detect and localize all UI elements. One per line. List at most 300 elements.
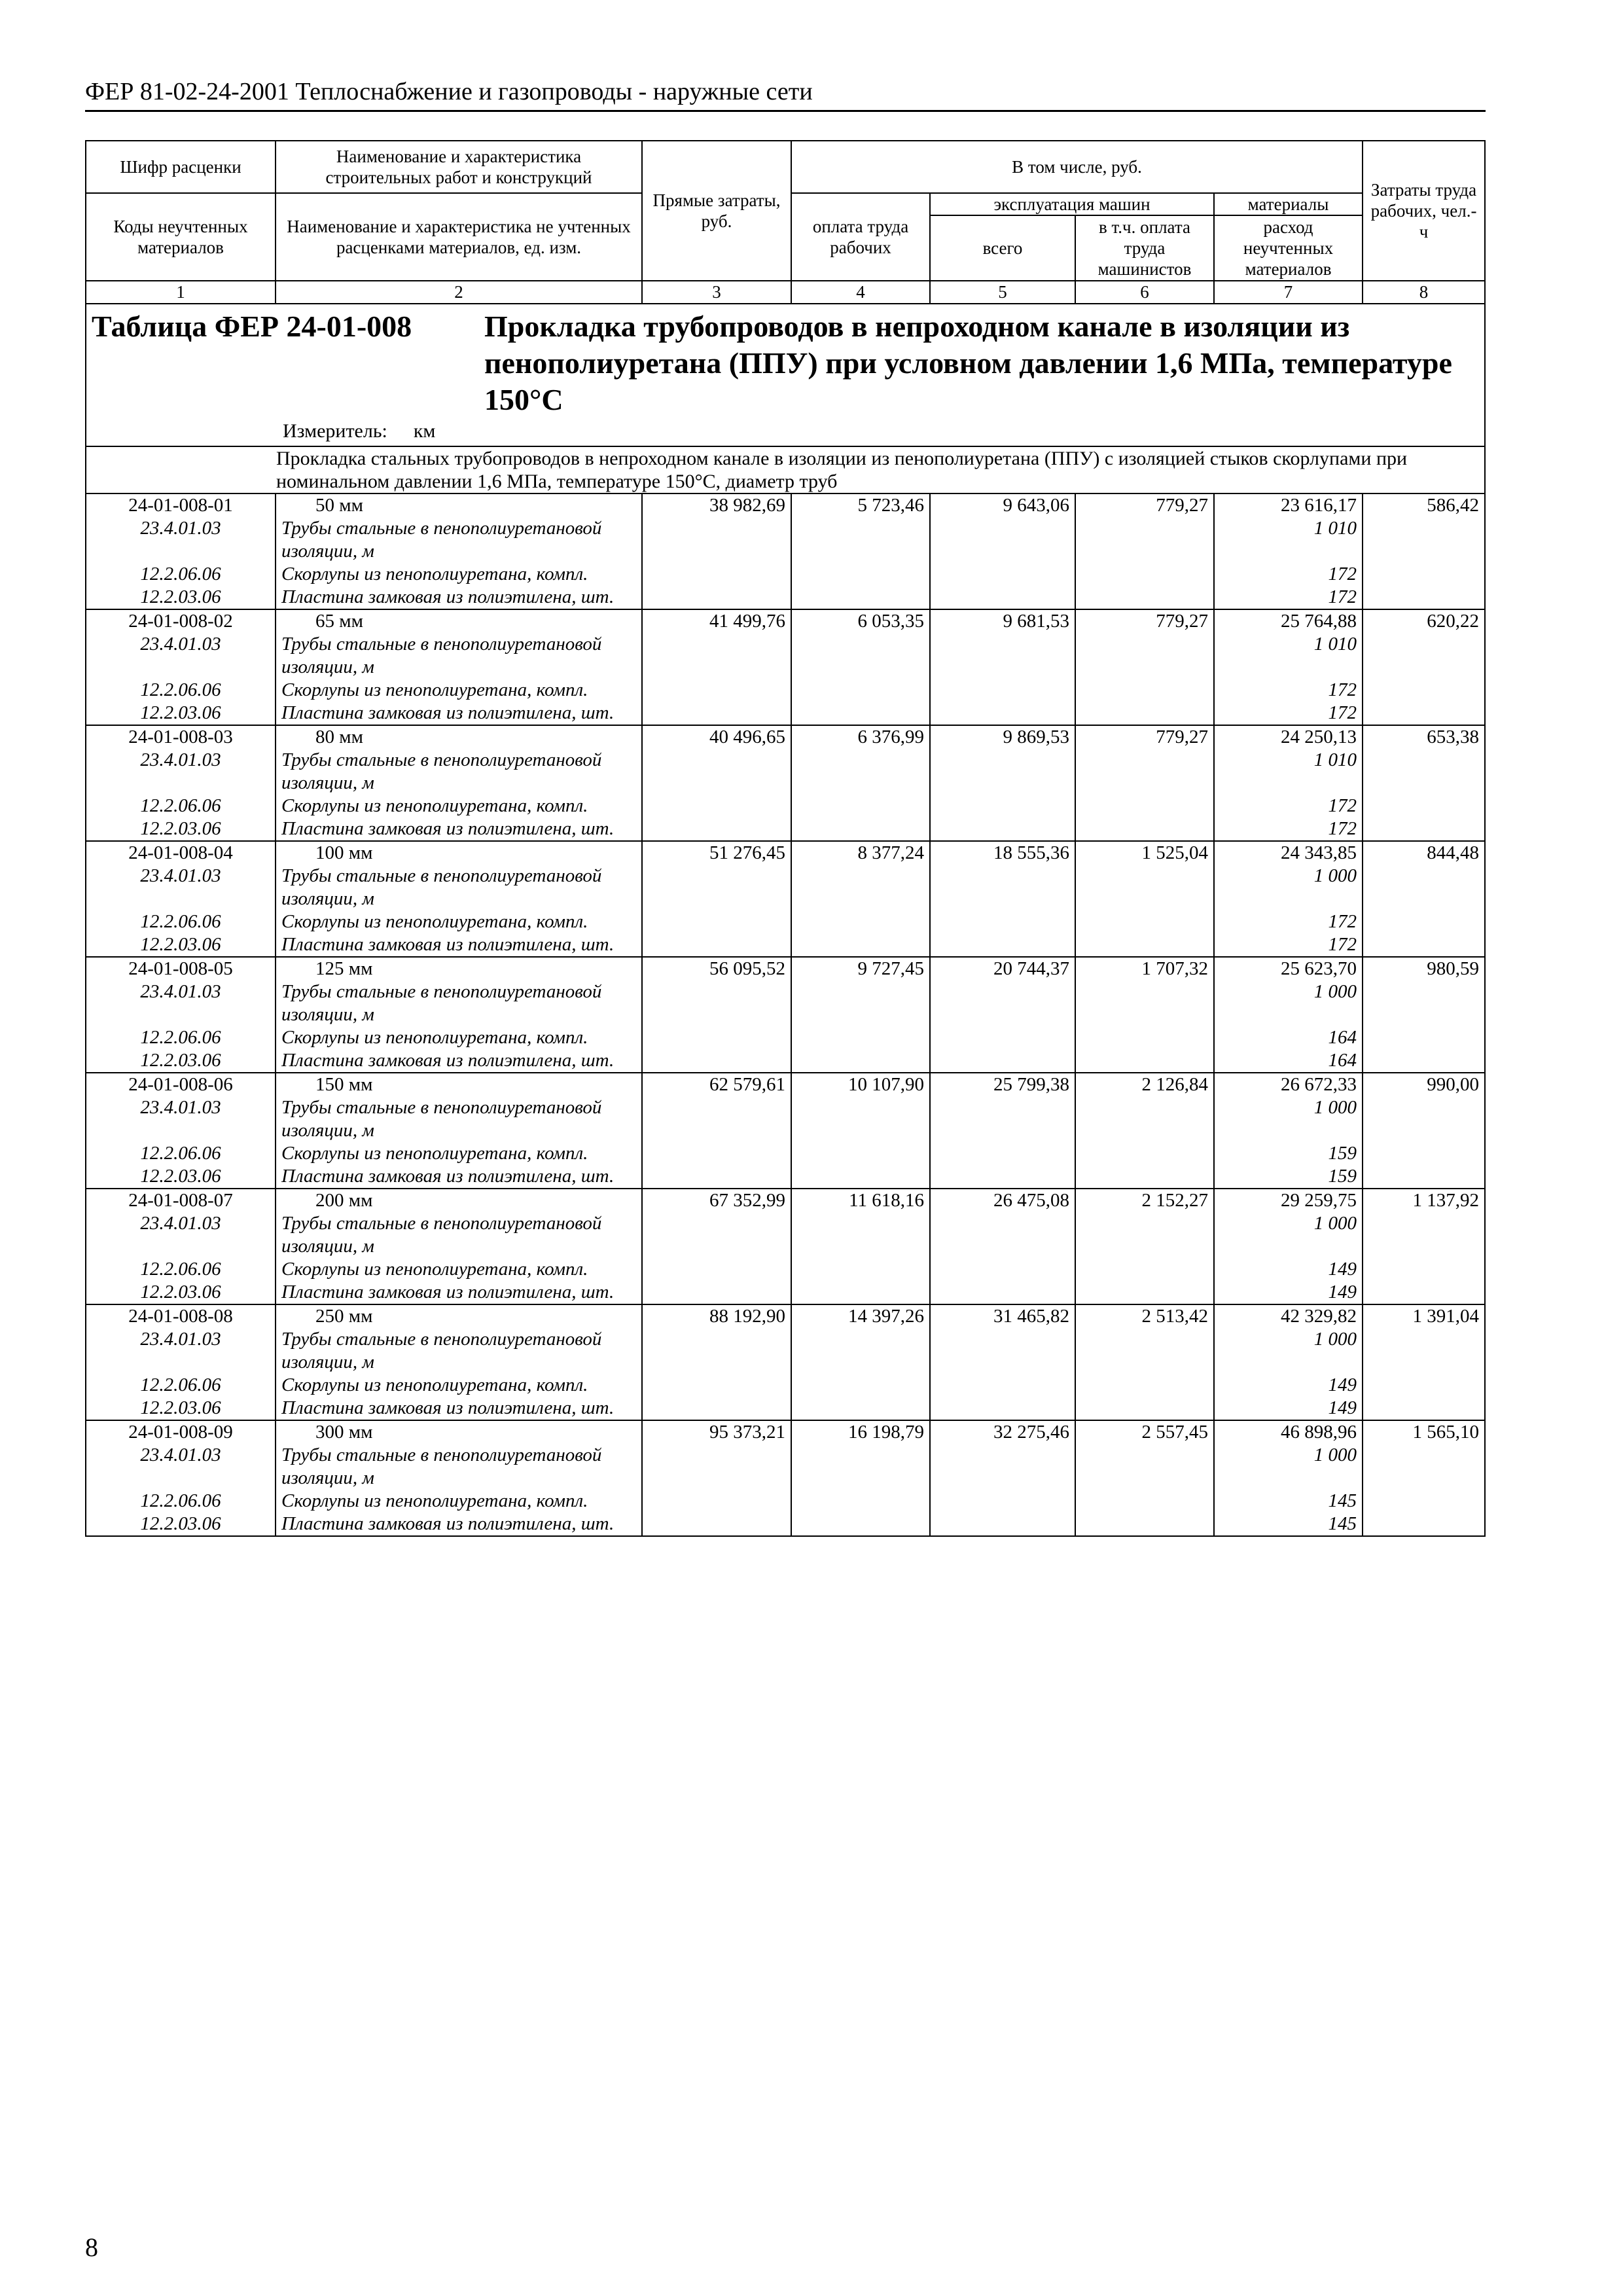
- labor-hours: 980,59: [1363, 957, 1485, 980]
- empty-cell: [791, 1397, 930, 1420]
- empty-cell: [791, 1258, 930, 1281]
- material-name: Пластина замковая из полиэтилена, шт.: [276, 1049, 642, 1073]
- material-row: [86, 563, 1485, 586]
- machine-cost: 9 681,53: [930, 609, 1075, 633]
- machine-cost: 9 643,06: [930, 493, 1075, 517]
- empty-cell: [642, 1212, 791, 1258]
- machine-cost: 31 465,82: [930, 1304, 1075, 1328]
- material-code: 12.2.03.06: [86, 1397, 276, 1420]
- material-row: [86, 586, 1485, 609]
- material-quantity: 172: [1214, 702, 1363, 725]
- material-name: Трубы стальные в пенополиуретановой изоляции, м: [276, 865, 642, 910]
- material-name: Пластина замковая из полиэтилена, шт.: [276, 933, 642, 957]
- machinist-labor-cost: 2 557,45: [1075, 1420, 1214, 1444]
- material-code: 23.4.01.03: [86, 1444, 276, 1490]
- empty-cell: [1363, 933, 1485, 957]
- page-number: 8: [85, 2233, 98, 2262]
- col-header-materials: материалы: [1214, 193, 1363, 215]
- empty-cell: [791, 702, 930, 725]
- rate-name: 50 мм: [276, 493, 642, 517]
- labor-hours: 844,48: [1363, 841, 1485, 865]
- measure-label: Измеритель:: [283, 420, 387, 442]
- rate-code: 24-01-008-08: [86, 1304, 276, 1328]
- empty-cell: [930, 1026, 1075, 1049]
- empty-cell: [930, 679, 1075, 702]
- material-row: [86, 1513, 1485, 1536]
- col-header-incl: В том числе, руб.: [791, 141, 1363, 193]
- empty-cell: [791, 1049, 930, 1073]
- empty-cell: [1363, 702, 1485, 725]
- col-number: 8: [1363, 281, 1485, 304]
- material-code: 12.2.03.06: [86, 702, 276, 725]
- material-row: [86, 517, 1485, 563]
- empty-cell: [1363, 1026, 1485, 1049]
- material-name: Трубы стальные в пенополиуретановой изоляции, м: [276, 980, 642, 1026]
- empty-cell: [930, 1397, 1075, 1420]
- empty-cell: [791, 586, 930, 609]
- empty-cell: [791, 1142, 930, 1165]
- empty-cell: [791, 679, 930, 702]
- material-row: [86, 865, 1485, 910]
- empty-cell: [1363, 1328, 1485, 1374]
- machine-cost: 25 799,38: [930, 1073, 1075, 1096]
- material-code: 12.2.06.06: [86, 679, 276, 702]
- material-row: [86, 1212, 1485, 1258]
- empty-cell: [930, 910, 1075, 933]
- labor-hours: 1 391,04: [1363, 1304, 1485, 1328]
- direct-cost: 40 496,65: [642, 725, 791, 749]
- col-header-mat-use: расход неучтенных материалов: [1214, 215, 1363, 281]
- rate-row: [86, 493, 1485, 517]
- empty-cell: [642, 865, 791, 910]
- empty-cell: [791, 1096, 930, 1142]
- material-quantity: 1 000: [1214, 1328, 1363, 1374]
- rate-code: 24-01-008-05: [86, 957, 276, 980]
- material-code: 12.2.06.06: [86, 1374, 276, 1397]
- material-name: Пластина замковая из полиэтилена, шт.: [276, 702, 642, 725]
- empty-cell: [642, 1397, 791, 1420]
- empty-cell: [930, 1281, 1075, 1304]
- empty-cell: [1075, 1374, 1214, 1397]
- material-name: Скорлупы из пенополиуретана, компл.: [276, 1142, 642, 1165]
- material-row: [86, 1026, 1485, 1049]
- rate-code: 24-01-008-04: [86, 841, 276, 865]
- empty-cell: [930, 980, 1075, 1026]
- empty-cell: [642, 1258, 791, 1281]
- rate-row: [86, 1420, 1485, 1444]
- materials-cost: 29 259,75: [1214, 1189, 1363, 1212]
- empty-cell: [1075, 980, 1214, 1026]
- empty-cell: [1363, 1281, 1485, 1304]
- empty-cell: [1075, 1258, 1214, 1281]
- empty-cell: [642, 1513, 791, 1536]
- material-name: Скорлупы из пенополиуретана, компл.: [276, 1258, 642, 1281]
- material-row: [86, 1397, 1485, 1420]
- direct-cost: 51 276,45: [642, 841, 791, 865]
- machine-cost: 32 275,46: [930, 1420, 1075, 1444]
- empty-cell: [1363, 679, 1485, 702]
- rate-code: 24-01-008-01: [86, 493, 276, 517]
- empty-cell: [930, 1096, 1075, 1142]
- empty-cell: [1363, 980, 1485, 1026]
- material-row: [86, 1281, 1485, 1304]
- materials-cost: 25 623,70: [1214, 957, 1363, 980]
- material-quantity: 149: [1214, 1281, 1363, 1304]
- col-header-mat-names: Наименование и характеристика не учтенных расценками материалов, ед. изм.: [276, 193, 642, 281]
- empty-cell: [1363, 1374, 1485, 1397]
- empty-cell: [930, 1490, 1075, 1513]
- empty-cell: [1363, 1142, 1485, 1165]
- empty-cell: [642, 980, 791, 1026]
- direct-cost: 41 499,76: [642, 609, 791, 633]
- col-header-mach-total: всего: [930, 215, 1075, 281]
- section-intro: Прокладка стальных трубопроводов в непроходном канале в изоляции из пенополиуретана (ППУ) с изоляцией стыков скорлупами при номинальном давлении 1,6 МПа, температуре 150°С, диаметр труб: [86, 446, 1485, 493]
- col-header-mat-codes: Коды неучтенных материалов: [86, 193, 276, 281]
- material-code: 23.4.01.03: [86, 1328, 276, 1374]
- material-code: 12.2.03.06: [86, 1513, 276, 1536]
- direct-cost: 56 095,52: [642, 957, 791, 980]
- material-quantity: 145: [1214, 1513, 1363, 1536]
- machinist-labor-cost: 2 152,27: [1075, 1189, 1214, 1212]
- col-number: 3: [642, 281, 791, 304]
- material-quantity: 172: [1214, 795, 1363, 817]
- empty-cell: [642, 586, 791, 609]
- empty-cell: [1075, 702, 1214, 725]
- material-code: 12.2.03.06: [86, 1281, 276, 1304]
- machinist-labor-cost: 2 126,84: [1075, 1073, 1214, 1096]
- rate-name: 200 мм: [276, 1189, 642, 1212]
- empty-cell: [642, 633, 791, 679]
- empty-cell: [642, 817, 791, 841]
- labor-cost: 5 723,46: [791, 493, 930, 517]
- col-header-code: Шифр расценки: [86, 141, 276, 193]
- empty-cell: [1363, 1212, 1485, 1258]
- empty-cell: [1075, 1049, 1214, 1073]
- rate-row: [86, 609, 1485, 633]
- material-name: Трубы стальные в пенополиуретановой изоляции, м: [276, 1328, 642, 1374]
- rate-row: [86, 1073, 1485, 1096]
- material-code: 12.2.03.06: [86, 933, 276, 957]
- empty-cell: [642, 1328, 791, 1374]
- labor-cost: 9 727,45: [791, 957, 930, 980]
- empty-cell: [791, 1165, 930, 1189]
- machine-cost: 26 475,08: [930, 1189, 1075, 1212]
- empty-cell: [930, 817, 1075, 841]
- rate-code: 24-01-008-09: [86, 1420, 276, 1444]
- labor-hours: 990,00: [1363, 1073, 1485, 1096]
- material-row: [86, 1142, 1485, 1165]
- empty-cell: [791, 865, 930, 910]
- material-name: Пластина замковая из полиэтилена, шт.: [276, 586, 642, 609]
- empty-cell: [930, 795, 1075, 817]
- material-code: 23.4.01.03: [86, 980, 276, 1026]
- col-header-name: Наименование и характеристика строительных работ и конструкций: [276, 141, 642, 193]
- material-quantity: 1 010: [1214, 749, 1363, 795]
- empty-cell: [1363, 1049, 1485, 1073]
- labor-hours: 653,38: [1363, 725, 1485, 749]
- material-quantity: 172: [1214, 933, 1363, 957]
- rate-name: 250 мм: [276, 1304, 642, 1328]
- material-code: 23.4.01.03: [86, 1212, 276, 1258]
- materials-cost: 23 616,17: [1214, 493, 1363, 517]
- empty-cell: [1075, 795, 1214, 817]
- material-quantity: 149: [1214, 1397, 1363, 1420]
- material-row: [86, 1444, 1485, 1490]
- empty-cell: [642, 1444, 791, 1490]
- material-quantity: 164: [1214, 1026, 1363, 1049]
- material-quantity: 149: [1214, 1374, 1363, 1397]
- empty-cell: [1363, 865, 1485, 910]
- material-name: Трубы стальные в пенополиуретановой изоляции, м: [276, 749, 642, 795]
- rates-table: [85, 140, 1486, 1537]
- empty-cell: [642, 910, 791, 933]
- col-header-mach-labor: в т.ч. оплата труда машинистов: [1075, 215, 1214, 281]
- material-code: 12.2.03.06: [86, 1165, 276, 1189]
- empty-cell: [930, 865, 1075, 910]
- labor-hours: 1 565,10: [1363, 1420, 1485, 1444]
- material-code: 12.2.03.06: [86, 586, 276, 609]
- empty-cell: [791, 1026, 930, 1049]
- empty-cell: [791, 517, 930, 563]
- material-row: [86, 679, 1485, 702]
- empty-cell: [1363, 1165, 1485, 1189]
- material-code: 12.2.06.06: [86, 1258, 276, 1281]
- material-row: [86, 633, 1485, 679]
- empty-cell: [930, 1374, 1075, 1397]
- material-quantity: 1 000: [1214, 1212, 1363, 1258]
- material-name: Скорлупы из пенополиуретана, компл.: [276, 1374, 642, 1397]
- material-name: Трубы стальные в пенополиуретановой изоляции, м: [276, 633, 642, 679]
- empty-cell: [930, 749, 1075, 795]
- rate-row: [86, 841, 1485, 865]
- empty-cell: [642, 795, 791, 817]
- empty-cell: [930, 586, 1075, 609]
- empty-cell: [791, 1281, 930, 1304]
- direct-cost: 88 192,90: [642, 1304, 791, 1328]
- empty-cell: [1075, 817, 1214, 841]
- col-header-labor: оплата труда рабочих: [791, 193, 930, 281]
- material-quantity: 172: [1214, 586, 1363, 609]
- empty-cell: [1363, 563, 1485, 586]
- material-row: [86, 980, 1485, 1026]
- col-number: 5: [930, 281, 1075, 304]
- materials-cost: 24 250,13: [1214, 725, 1363, 749]
- empty-cell: [1363, 749, 1485, 795]
- direct-cost: 67 352,99: [642, 1189, 791, 1212]
- empty-cell: [791, 1212, 930, 1258]
- material-name: Трубы стальные в пенополиуретановой изоляции, м: [276, 1096, 642, 1142]
- material-name: Скорлупы из пенополиуретана, компл.: [276, 795, 642, 817]
- empty-cell: [642, 517, 791, 563]
- labor-cost: 14 397,26: [791, 1304, 930, 1328]
- empty-cell: [930, 1513, 1075, 1536]
- empty-cell: [1075, 933, 1214, 957]
- col-number: 6: [1075, 281, 1214, 304]
- material-row: [86, 702, 1485, 725]
- rate-name: 80 мм: [276, 725, 642, 749]
- material-quantity: 145: [1214, 1490, 1363, 1513]
- empty-cell: [642, 933, 791, 957]
- table-title-code: Таблица ФЕР 24-01-008: [92, 310, 412, 343]
- empty-cell: [791, 933, 930, 957]
- empty-cell: [791, 1374, 930, 1397]
- material-code: 12.2.06.06: [86, 910, 276, 933]
- empty-cell: [1075, 1142, 1214, 1165]
- material-name: Пластина замковая из полиэтилена, шт.: [276, 1281, 642, 1304]
- rate-name: 150 мм: [276, 1073, 642, 1096]
- material-code: 12.2.06.06: [86, 1490, 276, 1513]
- labor-cost: 6 053,35: [791, 609, 930, 633]
- empty-cell: [791, 633, 930, 679]
- labor-cost: 6 376,99: [791, 725, 930, 749]
- empty-cell: [930, 517, 1075, 563]
- rate-name: 300 мм: [276, 1420, 642, 1444]
- material-row: [86, 795, 1485, 817]
- material-name: Скорлупы из пенополиуретана, компл.: [276, 1026, 642, 1049]
- material-name: Скорлупы из пенополиуретана, компл.: [276, 563, 642, 586]
- empty-cell: [1363, 1258, 1485, 1281]
- direct-cost: 95 373,21: [642, 1420, 791, 1444]
- empty-cell: [930, 563, 1075, 586]
- empty-cell: [1075, 1096, 1214, 1142]
- empty-cell: [642, 1096, 791, 1142]
- empty-cell: [930, 1212, 1075, 1258]
- material-quantity: 172: [1214, 817, 1363, 841]
- material-name: Пластина замковая из полиэтилена, шт.: [276, 817, 642, 841]
- machinist-labor-cost: 1 707,32: [1075, 957, 1214, 980]
- material-row: [86, 1258, 1485, 1281]
- material-quantity: 172: [1214, 910, 1363, 933]
- material-code: 12.2.06.06: [86, 563, 276, 586]
- material-quantity: 149: [1214, 1258, 1363, 1281]
- empty-cell: [1363, 517, 1485, 563]
- labor-cost: 10 107,90: [791, 1073, 930, 1096]
- material-code: 12.2.06.06: [86, 1026, 276, 1049]
- empty-cell: [791, 817, 930, 841]
- machine-cost: 20 744,37: [930, 957, 1075, 980]
- material-quantity: 1 000: [1214, 1096, 1363, 1142]
- material-name: Скорлупы из пенополиуретана, компл.: [276, 1490, 642, 1513]
- material-row: [86, 910, 1485, 933]
- material-quantity: 1 000: [1214, 865, 1363, 910]
- material-code: 23.4.01.03: [86, 865, 276, 910]
- machinist-labor-cost: 779,27: [1075, 725, 1214, 749]
- empty-cell: [642, 702, 791, 725]
- col-number: 1: [86, 281, 276, 304]
- machinist-labor-cost: 2 513,42: [1075, 1304, 1214, 1328]
- empty-cell: [1075, 1165, 1214, 1189]
- empty-cell: [1075, 1490, 1214, 1513]
- material-quantity: 172: [1214, 563, 1363, 586]
- material-quantity: 159: [1214, 1165, 1363, 1189]
- empty-cell: [1075, 679, 1214, 702]
- rate-name: 100 мм: [276, 841, 642, 865]
- material-row: [86, 1049, 1485, 1073]
- direct-cost: 62 579,61: [642, 1073, 791, 1096]
- empty-cell: [1075, 586, 1214, 609]
- direct-cost: 38 982,69: [642, 493, 791, 517]
- empty-cell: [1363, 1444, 1485, 1490]
- empty-cell: [791, 1490, 930, 1513]
- rate-code: 24-01-008-02: [86, 609, 276, 633]
- material-name: Скорлупы из пенополиуретана, компл.: [276, 679, 642, 702]
- rate-name: 125 мм: [276, 957, 642, 980]
- empty-cell: [642, 749, 791, 795]
- empty-cell: [1075, 910, 1214, 933]
- empty-cell: [1075, 1513, 1214, 1536]
- material-quantity: 172: [1214, 679, 1363, 702]
- empty-cell: [1075, 517, 1214, 563]
- material-quantity: 1 010: [1214, 633, 1363, 679]
- empty-cell: [791, 910, 930, 933]
- document-header: ФЕР 81-02-24-2001 Теплоснабжение и газопроводы - наружные сети: [85, 77, 1486, 112]
- material-quantity: 1 010: [1214, 517, 1363, 563]
- material-code: 12.2.03.06: [86, 817, 276, 841]
- material-name: Трубы стальные в пенополиуретановой изоляции, м: [276, 517, 642, 563]
- empty-cell: [1075, 1281, 1214, 1304]
- material-row: [86, 817, 1485, 841]
- material-row: [86, 933, 1485, 957]
- rate-name: 65 мм: [276, 609, 642, 633]
- empty-cell: [791, 980, 930, 1026]
- empty-cell: [1075, 1444, 1214, 1490]
- material-name: Трубы стальные в пенополиуретановой изоляции, м: [276, 1444, 642, 1490]
- empty-cell: [1363, 795, 1485, 817]
- empty-cell: [642, 679, 791, 702]
- material-name: Пластина замковая из полиэтилена, шт.: [276, 1165, 642, 1189]
- empty-cell: [930, 1049, 1075, 1073]
- labor-cost: 16 198,79: [791, 1420, 930, 1444]
- material-code: 12.2.06.06: [86, 795, 276, 817]
- material-name: Пластина замковая из полиэтилена, шт.: [276, 1397, 642, 1420]
- material-code: 23.4.01.03: [86, 633, 276, 679]
- rate-row: [86, 957, 1485, 980]
- rate-row: [86, 725, 1485, 749]
- empty-cell: [930, 1328, 1075, 1374]
- rate-code: 24-01-008-03: [86, 725, 276, 749]
- material-row: [86, 1374, 1485, 1397]
- rate-row: [86, 1304, 1485, 1328]
- empty-cell: [1075, 1026, 1214, 1049]
- material-row: [86, 749, 1485, 795]
- measure-line: [283, 420, 1479, 443]
- empty-cell: [1075, 865, 1214, 910]
- labor-hours: 586,42: [1363, 493, 1485, 517]
- machine-cost: 9 869,53: [930, 725, 1075, 749]
- material-code: 12.2.03.06: [86, 1049, 276, 1073]
- material-name: Скорлупы из пенополиуретана, компл.: [276, 910, 642, 933]
- material-code: 23.4.01.03: [86, 517, 276, 563]
- empty-cell: [791, 1328, 930, 1374]
- material-code: 12.2.06.06: [86, 1142, 276, 1165]
- empty-cell: [642, 1049, 791, 1073]
- labor-cost: 8 377,24: [791, 841, 930, 865]
- col-header-machines: эксплуатация машин: [930, 193, 1214, 215]
- material-quantity: 164: [1214, 1049, 1363, 1073]
- labor-cost: 11 618,16: [791, 1189, 930, 1212]
- machine-cost: 18 555,36: [930, 841, 1075, 865]
- empty-cell: [1363, 910, 1485, 933]
- empty-cell: [930, 702, 1075, 725]
- empty-cell: [930, 1142, 1075, 1165]
- empty-cell: [930, 1165, 1075, 1189]
- empty-cell: [1363, 1397, 1485, 1420]
- material-code: 23.4.01.03: [86, 749, 276, 795]
- material-row: [86, 1328, 1485, 1374]
- empty-cell: [1075, 1328, 1214, 1374]
- empty-cell: [791, 1444, 930, 1490]
- empty-cell: [1363, 633, 1485, 679]
